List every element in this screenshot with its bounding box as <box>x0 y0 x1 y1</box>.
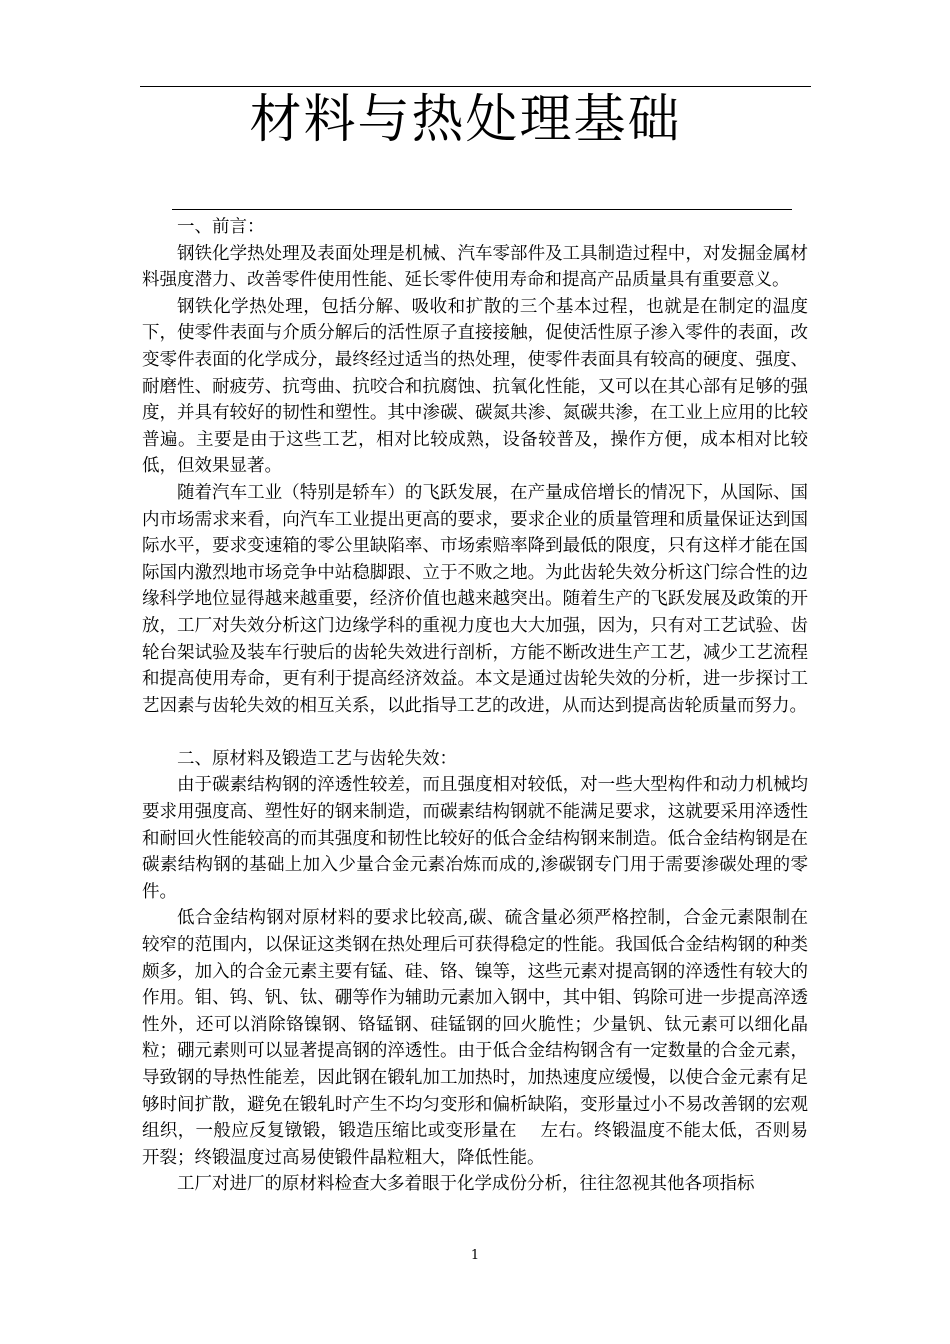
paragraph-spacer <box>142 719 808 746</box>
document-body <box>142 214 808 1198</box>
section-heading-materials: 二、原材料及锻造工艺与齿轮失效： <box>177 748 457 769</box>
paragraph: 钢铁化学热处理及表面处理是机械、汽车零部件及工具制造过程中，对发掘金属材料强度潜力、改善零件使用性能、延长零件使用寿命和提高产品质量具有重要意义。 <box>142 243 808 291</box>
paragraph: 工厂对进厂的原材料检查大多着眼于化学成份分析，往往忽视其他各项指标 <box>177 1174 755 1195</box>
title-underline <box>172 209 792 210</box>
paragraph: 随着汽车工业（特别是轿车）的飞跃发展，在产量成倍增长的情况下，从国际、国内市场需求来看，向汽车工业提出更高的要求，要求企业的质量管理和质量保证达到国际水平，要求变速箱的零公里缺陷率、市场索赔率降到最低的限度，只有这样才能在国际国内激烈地市场竞争中站稳脚跟、立于不败之地。为此齿轮失效分析这门综合性的边缘科学地位显得越来越重要，经济价值也越来越突出。随着生产的飞跃发展及政策的开放，工厂对失效分析这门边缘学科的重视力度也大大加强，因为，只有对工艺试验、齿轮台架试验及装车行驶后的齿轮失效进行剖析，方能不断改进生产工艺，减少工艺流程和提高使用寿命，更有利于提高经济效益。本文是通过齿轮失效的分析，进一步探讨工艺因素与齿轮失效的相互关系，以此指导工艺的改进，从而达到提高齿轮质量而努力。 <box>142 482 808 716</box>
paragraph: 钢铁化学热处理，包括分解、吸收和扩散的三个基本过程，也就是在制定的温度下，使零件表面与介质分解后的活性原子直接接触，促使活性原子渗入零件的表面，改变零件表面的化学成分，最终经过适当的热处理，使零件表面具有较高的硬度、强度、耐磨性、耐疲劳、抗弯曲、抗咬合和抗腐蚀、抗氧化性能，又可以在其心部有足够的强度，并具有较好的韧性和塑性。其中渗碳、碳氮共渗、氮碳共渗，在工业上应用的比较普遍。主要是由于这些工艺，相对比较成熟，设备较普及，操作方便，成本相对比较低，但效果显著。 <box>142 296 808 477</box>
document-title: 材料与热处理基础 <box>249 90 682 150</box>
paragraph: 由于碳素结构钢的淬透性较差，而且强度相对较低，对一些大型构件和动力机械均要求用强度高、塑性好的钢来制造，而碳素结构钢就不能满足要求，这就要采用淬透性和耐回火性能较高的而其强度和韧性比较好的低合金结构钢来制造。低合金结构钢是在碳素结构钢的基础上加入少量合金元素冶炼而成的,渗碳钢专门用于需要渗碳处理的零件。 <box>142 775 808 902</box>
section-heading-preface: 一、前言： <box>177 217 265 237</box>
page-number: 1 <box>470 1248 480 1263</box>
paragraph: 低合金结构钢对原材料的要求比较高,碳、硫含量必须严格控制，合金元素限制在较窄的范围内，以保证这类钢在热处理后可获得稳定的性能。我国低合金结构钢的种类颇多，加入的合金元素主要有锰、硅、铬、镍等，这些元素对提高钢的淬透性有较大的作用。钼、钨、钒、钛、硼等作为辅助元素加入钢中，其中钼、钨除可进一步提高淬透性外，还可以消除铬镍钢、铬锰钢、硅锰钢的回火脆性；少量钒、钛元素可以细化晶粒；硼元素则可以显著提高钢的淬透性。由于低合金结构钢含有一定数量的合金元素，导致钢的导热性能差，因此钢在锻轧加工加热时，加热速度应缓慢，以使合金元素有足够时间扩散，避免在锻轧时产生不均匀变形和偏析缺陷，变形量过小不易改善钢的宏观组织，一般应反复镦锻，锻造压缩比或变形量在 左右。终锻温度不能太低，否则易开裂；终锻温度过高易使锻件晶粒粗大，降低性能。 <box>142 908 808 1168</box>
